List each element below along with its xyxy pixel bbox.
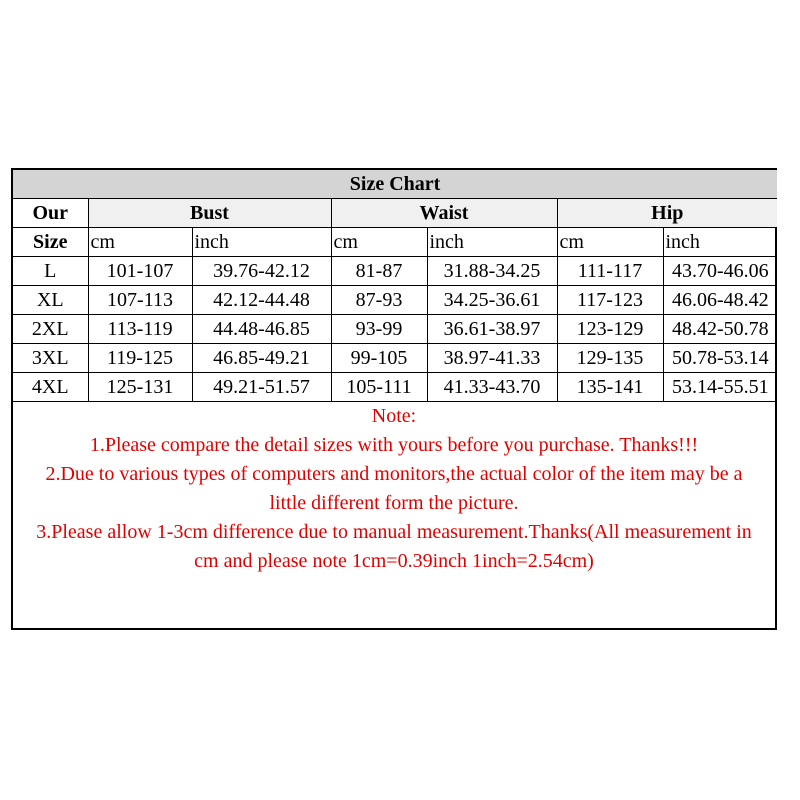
note-line-2a: 2.Due to various types of computers and monitors,the actual color of the item may be a <box>45 463 743 485</box>
waist-inch-cell: 38.97-41.33 <box>427 344 557 373</box>
hip-inch-cell: 43.70-46.06 <box>663 257 777 286</box>
hip-cm-cell: 129-135 <box>557 344 663 373</box>
hip-inch-cell: 53.14-55.51 <box>663 373 777 402</box>
note-line-3b: cm and please note 1cm=0.39inch 1inch=2.54cm) <box>194 550 594 572</box>
our-size-header-line1: Our <box>13 199 88 228</box>
note-line-3a: 3.Please allow 1-3cm difference due to manual measurement.Thanks(All measurement in <box>36 521 752 543</box>
bust-cm-cell: 107-113 <box>88 286 192 315</box>
unit-header: cm <box>557 228 663 257</box>
size-cell: 3XL <box>13 344 88 373</box>
chart-title: Size Chart <box>13 170 777 199</box>
note-section <box>13 402 775 576</box>
unit-header: inch <box>192 228 331 257</box>
waist-header: Waist <box>331 199 557 228</box>
note-line-2b: little different form the picture. <box>269 492 519 514</box>
hip-cm-cell: 111-117 <box>557 257 663 286</box>
unit-header: inch <box>427 228 557 257</box>
size-table <box>13 170 777 402</box>
hip-cm-cell: 117-123 <box>557 286 663 315</box>
size-cell: L <box>13 257 88 286</box>
hip-inch-cell: 46.06-48.42 <box>663 286 777 315</box>
bust-inch-cell: 49.21-51.57 <box>192 373 331 402</box>
hip-cm-cell: 135-141 <box>557 373 663 402</box>
waist-cm-cell: 99-105 <box>331 344 427 373</box>
bust-inch-cell: 46.85-49.21 <box>192 344 331 373</box>
unit-header: inch <box>663 228 777 257</box>
waist-inch-cell: 41.33-43.70 <box>427 373 557 402</box>
waist-inch-cell: 31.88-34.25 <box>427 257 557 286</box>
bust-inch-cell: 42.12-44.48 <box>192 286 331 315</box>
waist-cm-cell: 93-99 <box>331 315 427 344</box>
size-cell: 4XL <box>13 373 88 402</box>
table-row <box>13 373 777 402</box>
table-row <box>13 344 777 373</box>
bust-cm-cell: 119-125 <box>88 344 192 373</box>
hip-cm-cell: 123-129 <box>557 315 663 344</box>
hip-inch-cell: 50.78-53.14 <box>663 344 777 373</box>
size-cell: XL <box>13 286 88 315</box>
table-row <box>13 257 777 286</box>
bust-cm-cell: 113-119 <box>88 315 192 344</box>
waist-inch-cell: 36.61-38.97 <box>427 315 557 344</box>
our-size-header-line2: Size <box>13 228 88 257</box>
bust-inch-cell: 44.48-46.85 <box>192 315 331 344</box>
size-cell: 2XL <box>13 315 88 344</box>
size-chart <box>11 168 777 630</box>
unit-header: cm <box>88 228 192 257</box>
waist-cm-cell: 81-87 <box>331 257 427 286</box>
hip-inch-cell: 48.42-50.78 <box>663 315 777 344</box>
bust-header: Bust <box>88 199 331 228</box>
bust-inch-cell: 39.76-42.12 <box>192 257 331 286</box>
bust-cm-cell: 125-131 <box>88 373 192 402</box>
table-row <box>13 286 777 315</box>
unit-header: cm <box>331 228 427 257</box>
waist-cm-cell: 87-93 <box>331 286 427 315</box>
note-line-1: 1.Please compare the detail sizes with yours before you purchase. Thanks!!! <box>89 434 699 456</box>
note-title: Note: <box>371 405 417 427</box>
table-row <box>13 315 777 344</box>
waist-cm-cell: 105-111 <box>331 373 427 402</box>
waist-inch-cell: 34.25-36.61 <box>427 286 557 315</box>
hip-header: Hip <box>557 199 777 228</box>
bust-cm-cell: 101-107 <box>88 257 192 286</box>
